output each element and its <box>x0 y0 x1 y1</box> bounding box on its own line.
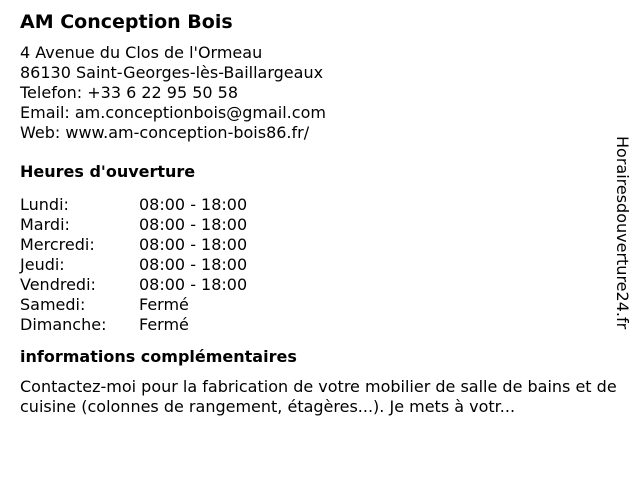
address-city: 86130 Saint-Georges-lès-Baillargeaux <box>20 63 324 82</box>
day-hours: 08:00 - 18:00 <box>139 195 248 214</box>
day-label: Dimanche: <box>20 315 107 334</box>
day-hours: Fermé <box>139 315 189 334</box>
opening-hours-heading: Heures d'ouverture <box>20 162 196 181</box>
day-hours: Fermé <box>139 295 189 314</box>
business-name: AM Conception Bois <box>20 11 233 33</box>
opening-hours-table <box>20 195 247 335</box>
hours-row <box>20 215 247 235</box>
day-hours: 08:00 - 18:00 <box>139 255 248 274</box>
hours-row <box>20 255 247 275</box>
business-card <box>20 10 617 417</box>
day-hours: 08:00 - 18:00 <box>139 215 248 234</box>
hours-row <box>20 235 247 255</box>
day-label: Samedi: <box>20 295 86 314</box>
phone-text: Telefon: +33 6 22 95 50 58 <box>20 83 239 102</box>
hours-row <box>20 315 247 335</box>
hours-row <box>20 275 247 295</box>
hours-row <box>20 295 247 315</box>
day-label: Jeudi: <box>20 255 65 274</box>
day-label: Vendredi: <box>20 275 96 294</box>
address-street: 4 Avenue du Clos de l'Ormeau <box>20 43 263 62</box>
additional-info-text: Contactez-moi pour la fabrication de votre mobilier de salle de bains et de cuisine (colonnes de rangement, étagères...). Je mets à votr... <box>20 377 617 416</box>
site-watermark: Horairesdouverture24.fr <box>613 136 632 330</box>
additional-info-heading: informations complémentaires <box>20 347 297 366</box>
address-block <box>20 43 610 143</box>
day-hours: 08:00 - 18:00 <box>139 275 248 294</box>
day-label: Lundi: <box>20 195 69 214</box>
email-text: Email: am.conceptionbois@gmail.com <box>20 103 326 122</box>
day-label: Mardi: <box>20 215 70 234</box>
hours-row <box>20 195 247 215</box>
website-text: Web: www.am-conception-bois86.fr/ <box>20 123 310 142</box>
day-hours: 08:00 - 18:00 <box>139 235 248 254</box>
day-label: Mercredi: <box>20 235 95 254</box>
